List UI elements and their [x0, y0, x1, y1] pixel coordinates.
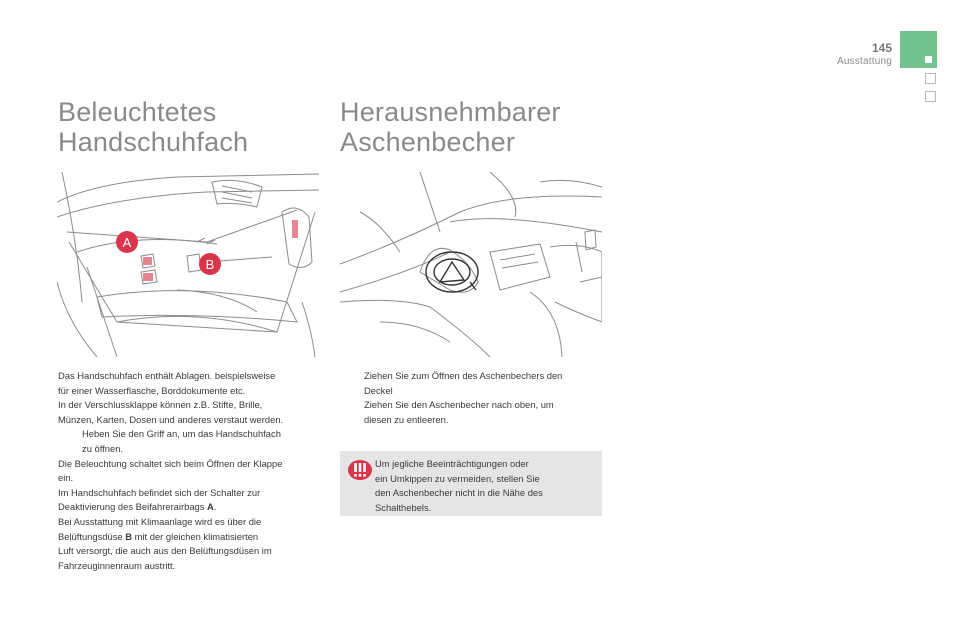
chapter-tab-active[interactable] [900, 31, 937, 68]
text-line: ein. [58, 472, 74, 484]
reference-a: A [207, 501, 214, 513]
text-line: In der Verschlussklappe können z.B. Stifte, Brille, [58, 399, 263, 411]
bullet-item [340, 398, 610, 413]
warning-icon [347, 459, 373, 481]
text-line: Fahrzeuginnenraum austritt. [58, 559, 176, 571]
glovebox-text [58, 369, 326, 573]
section-name: Ausstattung [836, 56, 892, 67]
note-line: Um jegliche Beeinträchtigungen oder [375, 458, 529, 469]
bullet-continuation: diesen zu entleeren. [364, 413, 449, 425]
bullet-continuation: zu öffnen. [82, 442, 124, 454]
chapter-tab-box[interactable] [925, 91, 936, 102]
bullet-text: Ziehen Sie zum Öffnen des Aschenbechers den [364, 370, 563, 381]
text-run: Belüftungsdüse [58, 530, 123, 542]
text-line: Im Handschuhfach befindet sich der Schalter zur [58, 486, 261, 498]
callout-b-label: B [205, 257, 215, 272]
warning-note [340, 451, 602, 516]
callout-a-label: A [122, 235, 132, 250]
text-line [58, 500, 326, 515]
text-run: Deaktivierung des Beifahrerairbags [58, 501, 205, 513]
bullet-text: Ziehen Sie den Aschenbecher nach oben, um [364, 399, 554, 411]
text-line: Luft versorgt, die auch aus den Belüftungsdüsen im [58, 545, 272, 557]
page-number: 145 [871, 41, 892, 55]
text-run: mit der gleichen klimatisierten [134, 530, 259, 542]
ashtray-steps [340, 369, 610, 427]
chapter-tab-box[interactable] [925, 73, 936, 84]
text-line: Die Beleuchtung schaltet sich beim Öffnen der Klappe [58, 457, 283, 469]
bullet-continuation: Deckel [364, 384, 393, 396]
heading-line: Beleuchtetes [58, 97, 217, 127]
text-run: . [213, 501, 217, 513]
text-line: für einer Wasserflasche, Borddokumente etc. [58, 384, 246, 396]
note-line: den Aschenbecher nicht in die Nähe des [375, 487, 543, 499]
bullet-item [340, 369, 610, 384]
heading-line: Herausnehmbarer [340, 97, 561, 127]
bullet-item [58, 427, 326, 442]
ashtray-illustration [340, 172, 602, 357]
note-line: Schalthebels. [375, 501, 432, 513]
text-line: Das Handschuhfach enthält Ablagen. beispielsweise [58, 370, 276, 381]
text-line: Bei Ausstattung mit Klimaanlage wird es über die [58, 515, 262, 527]
reference-b: B [125, 530, 133, 542]
text-line: Münzen, Karten, Dosen und anderes verstaut werden. [58, 413, 284, 425]
note-line: ein Umkippen zu vermeiden, stellen Sie [375, 472, 540, 484]
glovebox-heading [58, 97, 248, 157]
glovebox-illustration [57, 172, 319, 357]
bullet-text: Heben Sie den Griff an, um das Handschuhfach [82, 428, 281, 440]
ashtray-heading [340, 97, 561, 157]
heading-line: Aschenbecher [340, 127, 516, 157]
note-text [375, 457, 590, 515]
text-line [58, 530, 326, 545]
heading-line: Handschuhfach [58, 127, 249, 157]
tab-square-icon [925, 56, 932, 63]
